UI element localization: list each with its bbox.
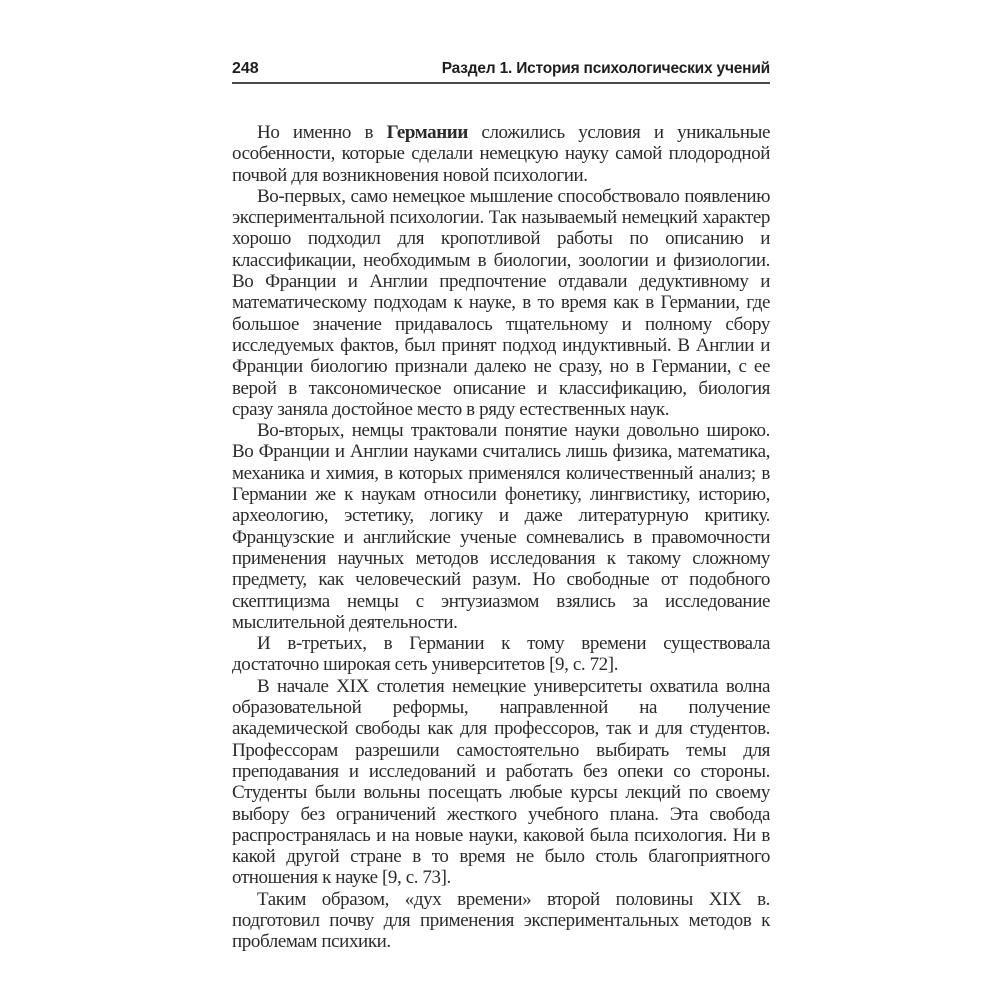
section-title: Раздел 1. История психологических учений — [441, 60, 770, 77]
page-header — [232, 60, 770, 84]
page-number: 248 — [232, 60, 259, 77]
paragraph-firstly: Во-первых, само немецкое мышление способствовало появлению экспериментальной психологии. Так называемый немецкий характер хорошо подходил для кропотливой работы по описанию и классификации, необходимым в биологии, зоологии и физиологии. Во Франции и Англии предпочтение отдавали дедуктивному и математическому подходам к науке, в то время как в Германии, где большое значение придавалось тщательному и полному сбору исследуемых фактов, был принят подход индуктивный. В Англии и Франции биологию признали далеко не сразу, но в Германии, с ее верой в таксономическое описание и классификацию, биология сразу заняла достойное место в ряду естественных наук. — [232, 185, 770, 420]
bold-term-germany: Германии — [386, 122, 468, 143]
paragraph-intro — [232, 122, 770, 186]
page-body — [232, 122, 770, 953]
paragraph-universities: В начале XIX столетия немецкие университеты охватила волна образовательной реформы, направленной на получение академической свободы как для профессоров, так и для студентов. Профессорам разрешили самостоятельно выбирать темы для преподавания и исследований и работать без опеки со стороны. Студенты были вольны посещать любые курсы лекций по своему выбору без ограничений жесткого учебного плана. Эта свобода распространялась и на новые науки, каковой была психология. Ни в какой другой стране в то время не было столь благоприятного отношения к науке [9, с. 73]. — [232, 675, 770, 889]
paragraph-thirdly: И в-третьих, в Германии к тому времени существовала достаточно широкая сеть университетов [9, с. 72]. — [232, 633, 770, 676]
book-page — [232, 60, 770, 953]
paragraph-intro-suffix: сложились условия и уникальные особенности, которые сделали немецкую науку самой плодородной почвой для возникновения новой психологии. — [232, 122, 770, 186]
paragraph-secondly: Во-вторых, немцы трактовали понятие науки довольно широко. Во Франции и Англии науками считались лишь физика, математика, механика и химия, в которых применялся количественный анализ; в Германии же к наукам относили фонетику, лингвистику, историю, археологию, эстетику, логику и даже литературную критику. Французские и английские ученые сомневались в правомочности применения научных методов исследования к такому сложному предмету, как человеческий разум. Но свободные от подобного скептицизма немцы с энтузиазмом взялись за исследование мыслительной деятельности. — [232, 420, 770, 633]
paragraph-intro-prefix: Но именно в — [257, 122, 387, 143]
paragraph-conclusion: Таким образом, «дух времени» второй половины XIX в. подготовил почву для применения экспериментальных методов к проблемам психики. — [232, 888, 770, 953]
